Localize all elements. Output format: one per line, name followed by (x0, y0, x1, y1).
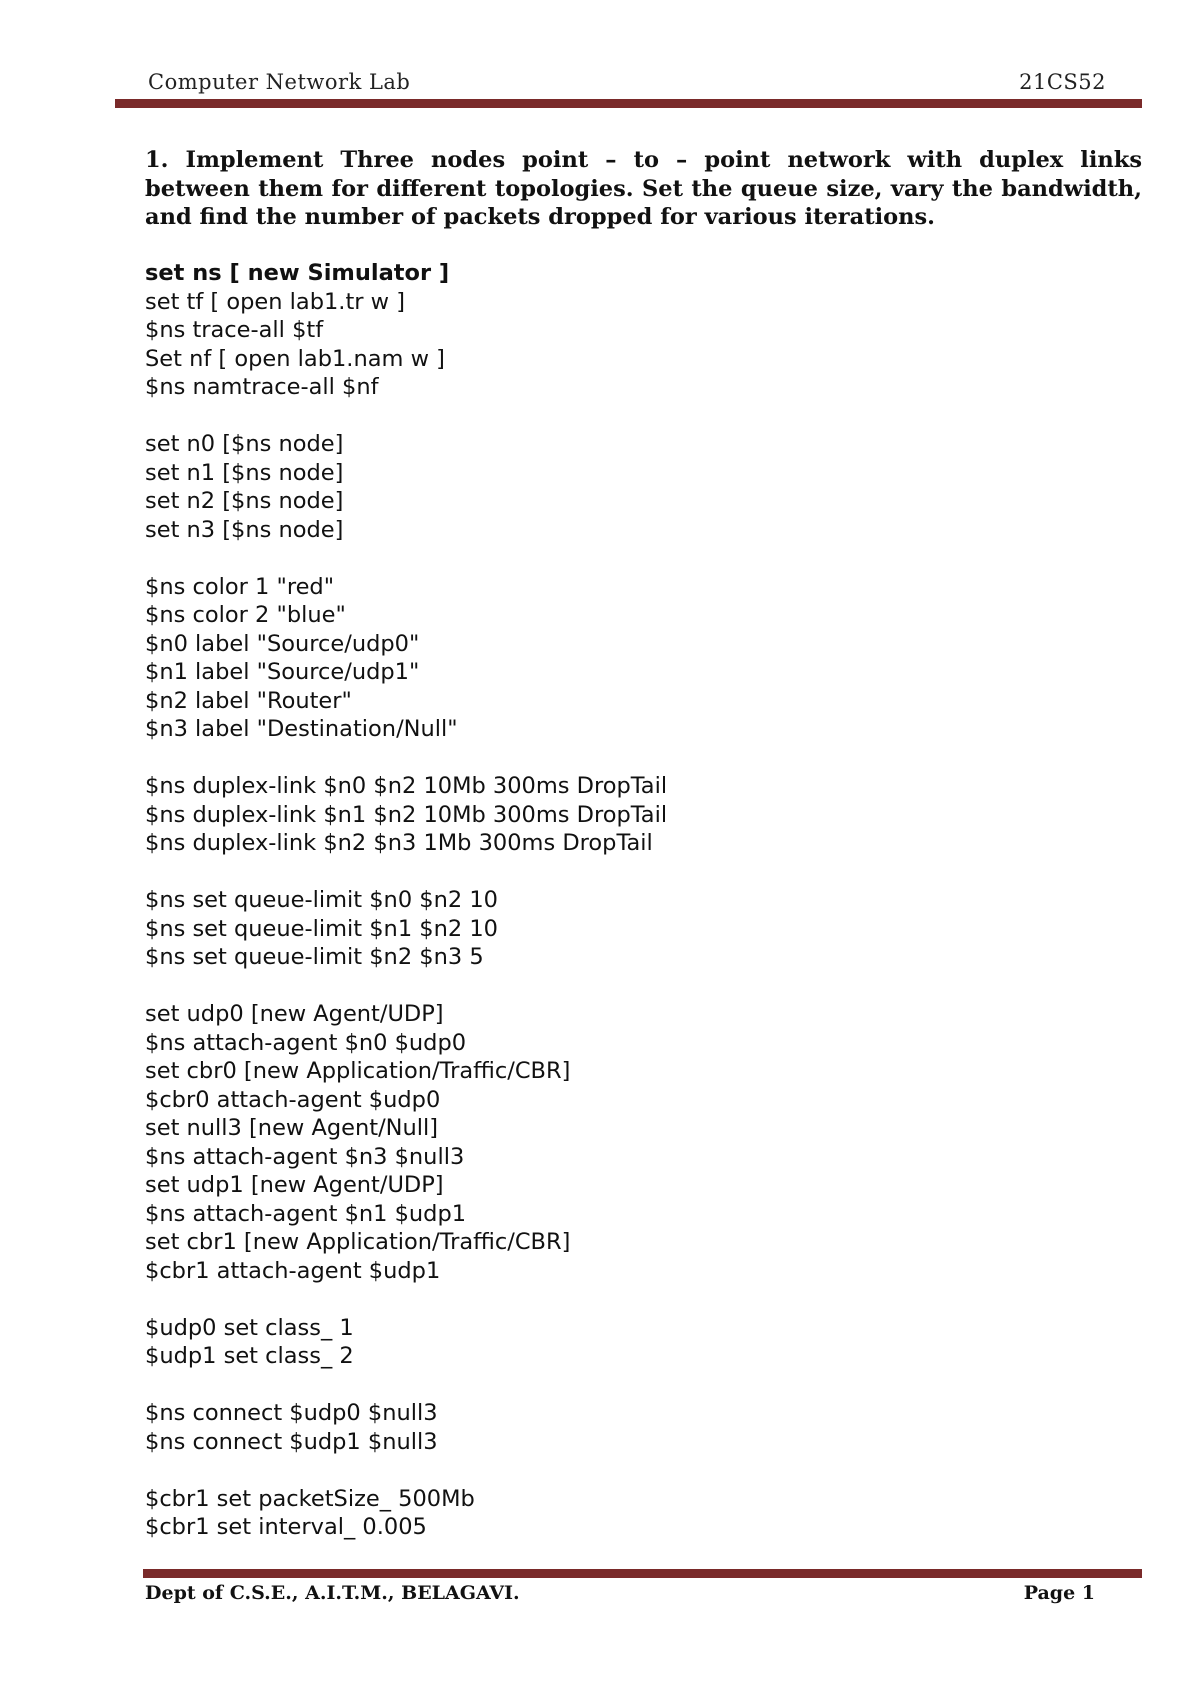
code-line: set null3 [new Agent/Null] (145, 1115, 439, 1141)
header-divider (115, 99, 1142, 108)
code-line: set udp1 [new Agent/UDP] (145, 1172, 444, 1198)
code-line: set ns [ new Simulator ] (145, 260, 450, 286)
code-blank-line (145, 744, 1105, 773)
code-line: set n0 [$ns node] (145, 431, 344, 457)
code-line: $ns trace-all $tf (145, 317, 324, 343)
code-line: $ns color 2 "blue" (145, 602, 346, 628)
code-line: $cbr1 set packetSize_ 500Mb (145, 1485, 475, 1512)
code-line: $ns attach-agent $n1 $udp1 (145, 1200, 467, 1227)
code-line: $n1 label "Source/udp1" (145, 659, 420, 685)
code-line: $ns duplex-link $n2 $n3 1Mb 300ms DropTail (145, 830, 653, 856)
code-line: $ns set queue-limit $n2 $n3 5 (145, 944, 484, 970)
code-line: $ns connect $udp1 $null3 (145, 1428, 438, 1455)
header-lab-title: Computer Network Lab (148, 70, 411, 94)
code-blank-line (145, 402, 1105, 431)
code-line: $cbr1 set interval_ 0.005 (145, 1514, 427, 1540)
task-statement: 1. Implement Three nodes point – to – point network with duplex links between them for different topologies. Set the queue size, vary the bandwidth, and find the number of packets dropped for various iterations. (145, 147, 1142, 230)
code-line: $ns set queue-limit $n1 $n2 10 (145, 915, 498, 942)
code-line: set n1 [$ns node] (145, 459, 344, 486)
code-blank-line (145, 1456, 1105, 1485)
page-header (148, 70, 1106, 98)
header-course-code: 21CS52 (1019, 70, 1106, 94)
code-line: $cbr1 attach-agent $udp1 (145, 1257, 441, 1284)
code-line: $ns duplex-link $n0 $n2 10Mb 300ms DropTail (145, 773, 668, 799)
code-blank-line (145, 544, 1105, 573)
code-line: $ns namtrace-all $nf (145, 374, 379, 400)
code-blank-line (145, 1371, 1105, 1400)
code-line: set tf [ open lab1.tr w ] (145, 288, 406, 315)
code-line: set udp0 [new Agent/UDP] (145, 1001, 444, 1027)
footer-department: Dept of C.S.E., A.I.T.M., BELAGAVI. (145, 1582, 520, 1604)
code-blank-line (145, 972, 1105, 1001)
code-line: set n2 [$ns node] (145, 488, 344, 514)
code-line: $ns color 1 "red" (145, 573, 335, 600)
code-line: $n3 label "Destination/Null" (145, 716, 458, 742)
page-footer (145, 1582, 1095, 1608)
code-line: $ns duplex-link $n1 $n2 10Mb 300ms DropTail (145, 801, 668, 828)
code-line: set cbr0 [new Application/Traffic/CBR] (145, 1058, 571, 1084)
code-line: $ns attach-agent $n0 $udp0 (145, 1029, 467, 1056)
code-blank-line (145, 858, 1105, 887)
code-line: $n2 label "Router" (145, 687, 352, 714)
code-line: $ns attach-agent $n3 $null3 (145, 1143, 465, 1170)
code-line: $udp1 set class_ 2 (145, 1343, 354, 1369)
code-line: set n3 [$ns node] (145, 516, 344, 543)
footer-divider (143, 1569, 1142, 1578)
code-line: set cbr1 [new Application/Traffic/CBR] (145, 1229, 571, 1255)
code-line: $ns connect $udp0 $null3 (145, 1400, 438, 1426)
code-blank-line (145, 1285, 1105, 1314)
code-line: Set nf [ open lab1.nam w ] (145, 345, 445, 372)
code-listing (145, 259, 1105, 1542)
code-line: $udp0 set class_ 1 (145, 1314, 354, 1341)
code-line: $ns set queue-limit $n0 $n2 10 (145, 887, 498, 913)
code-line: $n0 label "Source/udp0" (145, 630, 420, 657)
page-number: Page 1 (1023, 1582, 1095, 1604)
code-line: $cbr0 attach-agent $udp0 (145, 1086, 441, 1113)
